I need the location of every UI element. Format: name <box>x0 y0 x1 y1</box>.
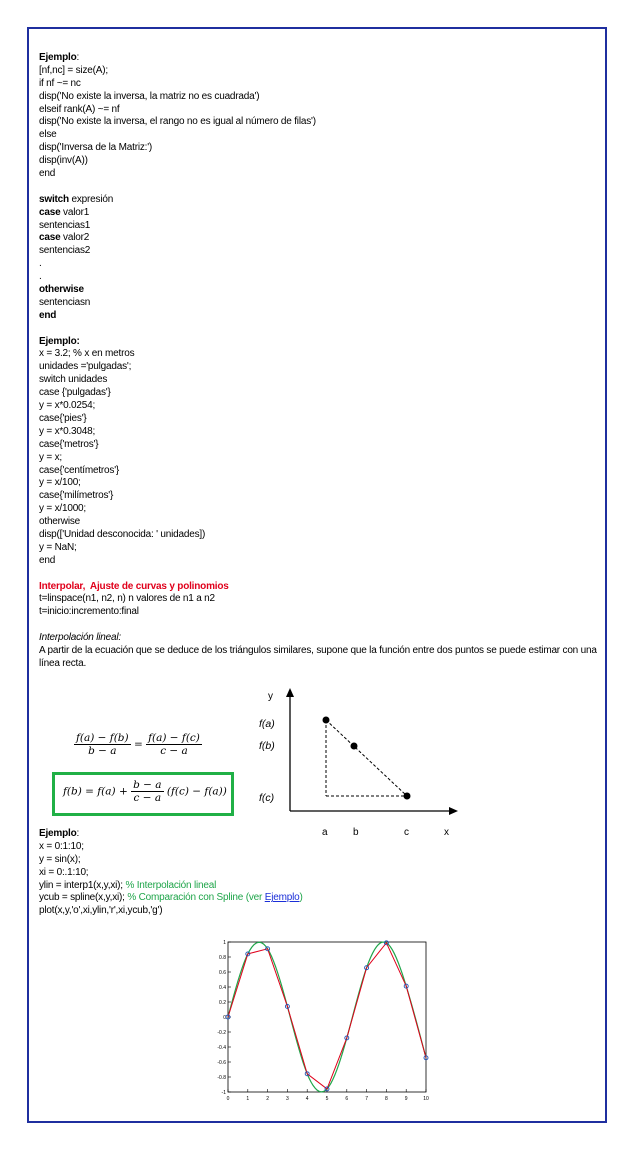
y-tick-label: -0.2 <box>217 1030 226 1036</box>
end-line: end <box>39 309 57 321</box>
code-line: sentenciasn <box>39 296 91 308</box>
label-fc: f(c) <box>259 792 275 804</box>
eq2-numerator: b − a <box>133 779 162 791</box>
y-axis-arrow-icon <box>286 688 294 697</box>
code-line: case{'milímetros'} <box>39 490 114 502</box>
code-line: case {'pulgadas'} <box>39 387 111 399</box>
document-body <box>39 52 599 671</box>
code-line: . <box>39 258 42 270</box>
y-axis-label: y <box>268 691 273 702</box>
eq1-equals: = <box>133 738 143 751</box>
paragraph-description: A partir de la ecuación que se deduce de los triángulos similares, supone que la función entre dos puntos se puede estimar con una línea recta. <box>39 644 597 669</box>
x-tick-label: 2 <box>266 1096 269 1102</box>
code-line: [nf,nc] = size(A); <box>39 64 108 76</box>
y-tick-label: -0.8 <box>217 1075 226 1081</box>
code-line: ycub = spline(x,y,xi); % Comparación con Spline (ver Ejemplo) <box>39 892 303 904</box>
x-tick-label: 6 <box>345 1096 349 1102</box>
similar-triangles-diagram <box>250 686 460 838</box>
code-line: disp('Inversa de la Matriz:') <box>39 142 153 154</box>
label-b: b <box>353 827 359 838</box>
y-tick-label: 0.2 <box>219 1000 226 1006</box>
y-tick-label: -1 <box>221 1090 226 1096</box>
code-line: y = NaN; <box>39 541 77 553</box>
code-line: end <box>39 168 56 180</box>
label-fa: f(a) <box>259 718 275 730</box>
code-line: t=linspace(n1, n2, n) n valores de n1 a n2 <box>39 593 215 605</box>
code-line: sentencias2 <box>39 245 91 257</box>
code-line: y = sin(x); <box>39 853 81 865</box>
y-tick-label: -0.4 <box>217 1045 226 1051</box>
code-line: disp('No existe la inversa, el rango no es igual al número de filas') <box>39 116 316 128</box>
code-line: xi = 0:.1:10; <box>39 866 89 878</box>
code-line: disp(['Unidad desconocida: ' unidades]) <box>39 528 206 540</box>
eq2-rhs: (f(c) − f(a)) <box>166 785 227 798</box>
code-line: disp('No existe la inversa, la matriz no es cuadrada') <box>39 90 260 102</box>
code-line: if nf ~= nc <box>39 77 81 89</box>
case-line: case valor2 <box>39 232 90 244</box>
code-line: y = x/1000; <box>39 503 86 515</box>
eq1-rhs-numerator: f(a) − f(c) <box>148 732 200 744</box>
point-a <box>323 717 330 724</box>
y-tick-label: 0.4 <box>219 985 226 991</box>
y-tick-label: 0.6 <box>219 970 226 976</box>
code-line: y = x*0.3048; <box>39 425 96 437</box>
point-c <box>404 793 411 800</box>
y-tick-label: -0.6 <box>217 1060 226 1066</box>
point-b <box>351 743 358 750</box>
y-tick-label: 0.8 <box>219 955 226 961</box>
code-line: y = x; <box>39 451 62 463</box>
code-line: end <box>39 554 56 566</box>
label-a: a <box>322 827 328 838</box>
equation-interpolation <box>63 779 227 804</box>
eq2-lhs: f(b) = f(a) + <box>63 785 128 798</box>
x-tick-label: 0 <box>226 1096 230 1102</box>
code-line: y = x*0.0254; <box>39 400 96 412</box>
label-c: c <box>404 827 409 838</box>
label-fb: f(b) <box>259 740 275 752</box>
code-line: elseif rank(A) ~= nf <box>39 103 120 115</box>
code-line: plot(x,y,'o',xi,ylin,'r',xi,ycub,'g') <box>39 905 163 917</box>
code-line: case{'centímetros'} <box>39 464 120 476</box>
x-tick-label: 5 <box>325 1096 329 1102</box>
code-line: y = x/100; <box>39 477 81 489</box>
x-tick-label: 4 <box>305 1096 309 1102</box>
x-tick-label: 8 <box>385 1096 388 1102</box>
x-tick-label: 9 <box>404 1096 408 1102</box>
eq1-rhs-denominator: c − a <box>160 745 188 757</box>
code-line: sentencias1 <box>39 219 91 231</box>
switch-line: switch expresión <box>39 193 114 205</box>
x-axis-label: x <box>444 827 449 838</box>
code-line: ylin = interp1(x,y,xi); % Interpolación lineal <box>39 879 217 891</box>
code-line: case{'pies'} <box>39 412 87 424</box>
code-line: otherwise <box>39 516 80 528</box>
section-heading-interpolar: Interpolar, Ajuste de curvas y polinomios <box>39 580 229 592</box>
example-heading-1: Ejemplo: <box>39 52 80 63</box>
otherwise-line: otherwise <box>39 284 84 296</box>
code-line: . <box>39 271 42 283</box>
code-line: else <box>39 129 57 141</box>
code-line: switch unidades <box>39 374 108 386</box>
x-tick-label: 1 <box>246 1096 250 1102</box>
subheading-interpolacion-lineal: Interpolación lineal: <box>39 632 121 644</box>
equation-similar-triangles <box>74 732 202 757</box>
ejemplo-link[interactable]: Ejemplo <box>264 892 300 904</box>
x-tick-label: 3 <box>286 1096 289 1102</box>
eq2-denominator: c − a <box>133 792 162 804</box>
code-line: case{'metros'} <box>39 438 99 450</box>
eq1-lhs-numerator: f(a) − f(b) <box>76 732 129 744</box>
y-tick-label: 1 <box>223 940 226 946</box>
code-line: disp(inv(A)) <box>39 155 88 167</box>
x-tick-label: 10 <box>423 1096 429 1102</box>
eq1-lhs-denominator: b − a <box>88 745 117 757</box>
code-line: x = 0:1:10; <box>39 840 84 852</box>
example-3-block <box>39 828 599 918</box>
example-heading-2: Ejemplo: <box>39 335 80 347</box>
code-line: x = 3.2; % x en metros <box>39 348 135 360</box>
x-axis-arrow-icon <box>449 807 458 815</box>
sine-interpolation-chart <box>210 936 430 1106</box>
case-line: case valor1 <box>39 206 90 218</box>
code-line: unidades ='pulgadas'; <box>39 361 132 373</box>
example-heading-3: Ejemplo: <box>39 828 80 839</box>
y-tick-label: 0 <box>223 1015 226 1021</box>
code-line: t=inicio:incremento:final <box>39 606 139 618</box>
x-tick-label: 7 <box>365 1096 368 1102</box>
hypotenuse-dashed <box>326 720 407 796</box>
